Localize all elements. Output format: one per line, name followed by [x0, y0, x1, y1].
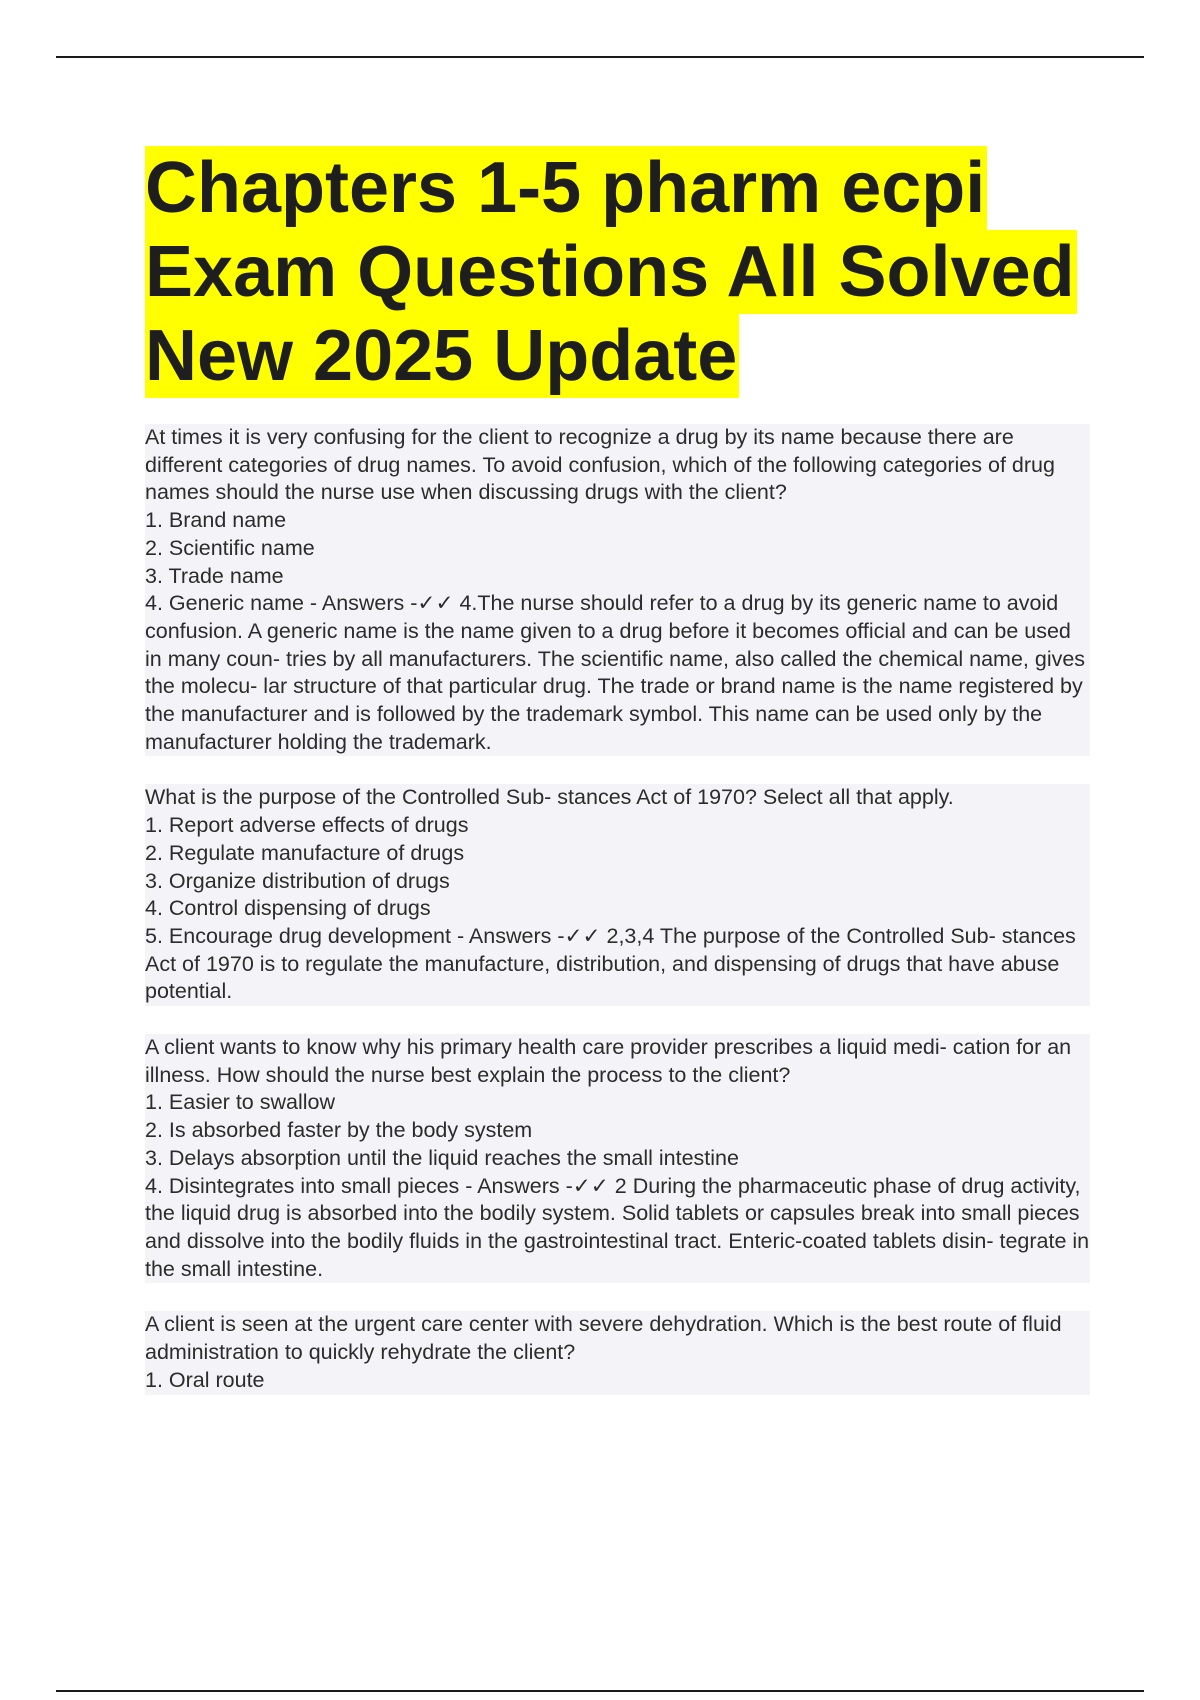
question-option: 3. Organize distribution of drugs: [145, 868, 1090, 896]
question-answer: 4. Generic name - Answers -✓✓ 4.The nurse should refer to a drug by its generic name to avoid confusion. A generic name is the name given to a drug before it becomes official and can be used in many coun- tries by all manufacturers. The scientific name, also called the chemical name, gives the molecu- lar structure of that particular drug. The trade or brand name is the name registered by the manufacturer and is followed by the trademark symbol. This name can be used only by the manufacturer holding the trademark.: [145, 590, 1090, 756]
question-stem: At times it is very confusing for the client to recognize a drug by its name because there are different categories of drug names. To avoid confusion, which of the following categories of drug names should the nurse use when discussing drugs with the client?: [145, 424, 1090, 507]
question-option: 1. Brand name: [145, 507, 1090, 535]
question-option: 2. Is absorbed faster by the body system: [145, 1117, 1090, 1145]
question-stem: A client is seen at the urgent care center with severe dehydration. Which is the best route of fluid administration to quickly rehydrate the client?: [145, 1311, 1090, 1366]
question-block-4: [145, 1311, 1090, 1394]
question-block-2: [145, 784, 1090, 1006]
question-answer: 4. Disintegrates into small pieces - Answers -✓✓ 2 During the pharmaceutic phase of drug activity, the liquid drug is absorbed into the bodily system. Solid tablets or capsules break into small pieces and dissolve into the bodily fluids in the gastrointestinal tract. Enteric-coated tablets disin- tegrate in the small intestine.: [145, 1173, 1090, 1284]
bottom-divider: [56, 1690, 1144, 1692]
question-option: 1. Easier to swallow: [145, 1089, 1090, 1117]
document-title: [145, 146, 1145, 398]
title-line-2: Exam Questions All Solved: [145, 232, 1075, 312]
question-option: 3. Trade name: [145, 563, 1090, 591]
question-answer: 5. Encourage drug development - Answers -✓✓ 2,3,4 The purpose of the Controlled Sub- stances Act of 1970 is to regulate the manufacture, distribution, and dispensing of drugs that have abuse potential.: [145, 923, 1090, 1006]
question-option: 1. Report adverse effects of drugs: [145, 812, 1090, 840]
question-stem: What is the purpose of the Controlled Sub- stances Act of 1970? Select all that apply.: [145, 784, 1090, 812]
question-option: 4. Control dispensing of drugs: [145, 895, 1090, 923]
title-line-3: New 2025 Update: [145, 316, 738, 396]
question-block-3: [145, 1034, 1090, 1283]
question-option: 1. Oral route: [145, 1367, 1090, 1395]
top-divider: [56, 56, 1144, 58]
title-line-1: Chapters 1-5 pharm ecpi: [145, 148, 986, 228]
question-option: 2. Regulate manufacture of drugs: [145, 840, 1090, 868]
question-block-1: [145, 424, 1090, 756]
document-body: [145, 424, 1090, 1423]
question-option: 3. Delays absorption until the liquid reaches the small intestine: [145, 1145, 1090, 1173]
question-option: 2. Scientific name: [145, 535, 1090, 563]
question-stem: A client wants to know why his primary health care provider prescribes a liquid medi- cation for an illness. How should the nurse best explain the process to the client?: [145, 1034, 1090, 1089]
